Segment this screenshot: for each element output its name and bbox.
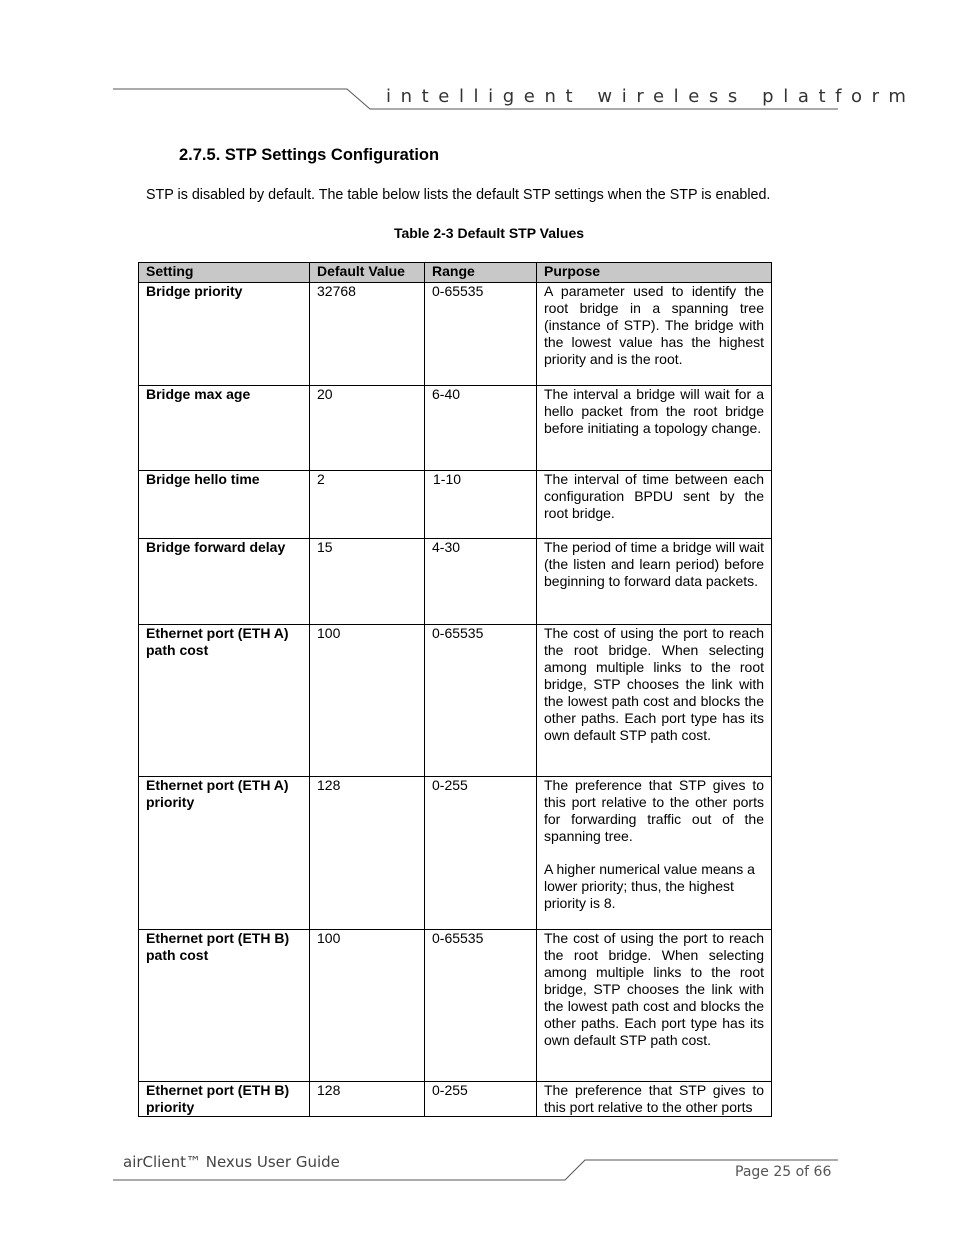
intro-paragraph: STP is disabled by default. The table below lists the default STP settings when the STP is enabled.: [146, 187, 771, 203]
range-cell: 4-30: [425, 539, 537, 625]
default-cell: 100: [310, 930, 425, 1082]
table-row: [139, 539, 772, 625]
range-cell: 0-65535: [425, 625, 537, 777]
purpose-note: A higher numerical value means a lower priority; thus, the highest priority is 8.: [544, 861, 755, 911]
purpose-text: The preference that STP gives to this port relative to the other ports for forwarding traffic out of the spanning tree.: [544, 777, 764, 844]
purpose-cell: A parameter used to identify the root bridge in a spanning tree (instance of STP). The bridge with the lowest value has the highest priority and is the root.: [537, 283, 772, 386]
table-row: [139, 777, 772, 930]
range-cell: 0-255: [425, 777, 537, 930]
header-default-value: Default Value: [310, 263, 425, 283]
purpose-cell: The interval of time between each configuration BPDU sent by the root bridge.: [537, 471, 772, 539]
range-cell: 0-65535: [425, 283, 537, 386]
section-title: 2.7.5. STP Settings Configuration: [179, 146, 440, 164]
default-cell: 100: [310, 625, 425, 777]
setting-cell: Ethernet port (ETH A) priority: [139, 777, 310, 930]
table-header-row: [139, 263, 772, 283]
header-tagline: intelligent wireless platform: [386, 86, 916, 107]
purpose-cell: [537, 777, 772, 930]
setting-cell: Bridge hello time: [139, 471, 310, 539]
range-cell: 6-40: [425, 386, 537, 471]
table-caption: Table 2-3 Default STP Values: [393, 225, 585, 241]
table-row: [139, 283, 772, 386]
default-cell: 20: [310, 386, 425, 471]
table-row: [139, 930, 772, 1082]
purpose-cell: The cost of using the port to reach the root bridge. When selecting among multiple links to the root bridge, STP chooses the link with the lowest path cost and blocks the other paths. Each port type has its own default STP path cost.: [537, 625, 772, 777]
default-cell: 128: [310, 1082, 425, 1117]
header-purpose: Purpose: [537, 263, 772, 283]
table-row: [139, 1082, 772, 1117]
header-range: Range: [425, 263, 537, 283]
setting-cell: Ethernet port (ETH B) priority: [139, 1082, 310, 1117]
table-row: [139, 625, 772, 777]
setting-cell: Bridge max age: [139, 386, 310, 471]
table-row: [139, 386, 772, 471]
purpose-cell: The cost of using the port to reach the root bridge. When selecting among multiple links to the root bridge, STP chooses the link with the lowest path cost and blocks the other paths. Each port type has its own default STP path cost.: [537, 930, 772, 1082]
setting-cell: Bridge forward delay: [139, 539, 310, 625]
purpose-cell: The interval a bridge will wait for a hello packet from the root bridge before initiating a topology change.: [537, 386, 772, 471]
table-row: [139, 471, 772, 539]
footer-doc-title: airClient™ Nexus User Guide: [123, 1153, 340, 1171]
stp-defaults-table: [138, 262, 772, 1117]
range-cell: 0-65535: [425, 930, 537, 1082]
setting-cell: Ethernet port (ETH B) path cost: [139, 930, 310, 1082]
setting-cell: Bridge priority: [139, 283, 310, 386]
purpose-cell: The period of time a bridge will wait (the listen and learn period) before beginning to forward data packets.: [537, 539, 772, 625]
default-cell: 32768: [310, 283, 425, 386]
default-cell: 2: [310, 471, 425, 539]
default-cell: 15: [310, 539, 425, 625]
default-cell: 128: [310, 777, 425, 930]
setting-cell: Ethernet port (ETH A) path cost: [139, 625, 310, 777]
range-cell: 0-255: [425, 1082, 537, 1117]
footer-page-number: Page 25 of 66: [735, 1164, 832, 1180]
purpose-cell: The preference that STP gives to this port relative to the other ports: [537, 1082, 772, 1117]
header-setting: Setting: [139, 263, 310, 283]
range-cell: 1-10: [425, 471, 537, 539]
